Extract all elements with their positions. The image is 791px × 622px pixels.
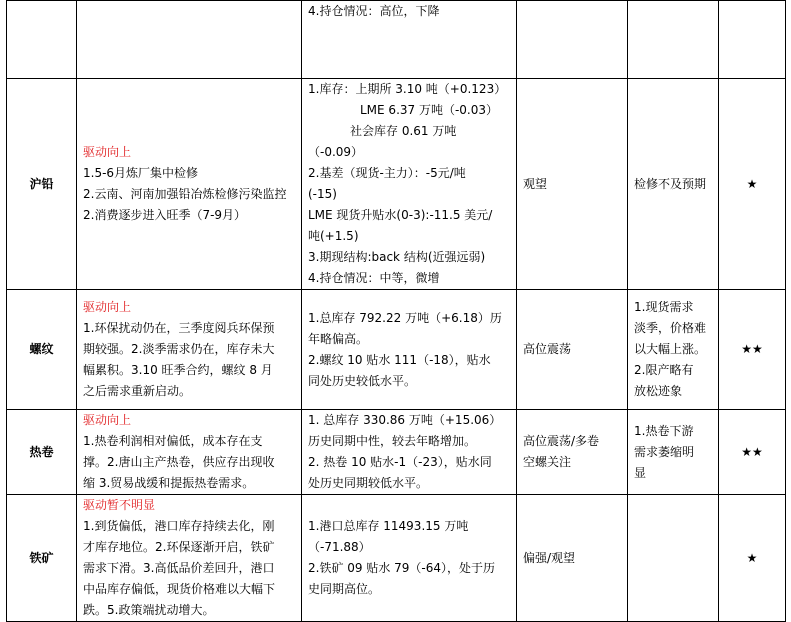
- data-line: 2. 热卷 10 贴水-1（-23），贴水同: [308, 455, 492, 469]
- data-cell: [302, 290, 517, 410]
- view-line: 高位震荡/多卷: [523, 434, 600, 448]
- commodity-table: [6, 0, 786, 622]
- view-cell: [517, 410, 628, 495]
- driver-line: 跌。5.政策端扰动增大。: [83, 603, 215, 617]
- driver-line: 需求下滑。3.高低品价差回升，港口: [83, 561, 275, 575]
- driver-cell: [77, 290, 302, 410]
- driver-line: 之后需求重新启动。: [83, 384, 192, 398]
- table-row: [7, 290, 786, 410]
- driver-line: 1.环保扰动仍在，三季度阅兵环保预: [83, 321, 275, 335]
- driver-line: 缩 3.贸易战缓和提振热卷需求。: [83, 476, 255, 490]
- data-line: 3.期现结构:back 结构(近强远弱): [308, 250, 486, 264]
- risk-line: 需求萎缩明: [634, 444, 695, 459]
- risk-cell: [628, 1, 719, 79]
- driver-cell: [77, 410, 302, 495]
- table-row: [7, 79, 786, 290]
- data-line: （-0.09）: [308, 145, 364, 159]
- data-line: 吨(+1.5): [308, 229, 359, 243]
- data-line: 4.持仓情况：中等，微增: [308, 271, 440, 285]
- view-cell: 偏强/观望: [517, 495, 628, 622]
- rating-cell: ★: [719, 79, 786, 290]
- data-line: 处历史同期较低水平。: [308, 476, 429, 490]
- risk-line: 淡季，价格难: [634, 321, 707, 335]
- data-line: 1.总库存 792.22 万吨（+6.18）历: [308, 310, 502, 325]
- view-cell: 高位震荡: [517, 290, 628, 410]
- variety-cell: 铁矿: [7, 495, 77, 622]
- view-cell: 观望: [517, 79, 628, 290]
- view-cell: [517, 1, 628, 79]
- data-line: 历史同期中性，较去年略增加。: [308, 434, 477, 448]
- data-line: 2.基差（现货-主力）：-5元/吨: [308, 166, 466, 180]
- data-cell: [302, 410, 517, 495]
- drive-label: 驱动向上: [83, 300, 132, 314]
- data-line: 1. 总库存 330.86 万吨（+15.06）: [308, 413, 502, 427]
- driver-line: 1.5-6月炼厂集中检修: [83, 166, 199, 180]
- data-cell: [302, 1, 517, 79]
- variety-cell: [7, 1, 77, 79]
- data-line: 1.库存：上期所 3.10 吨（+0.123）: [308, 82, 507, 96]
- risk-line: 以大幅上涨。: [634, 342, 707, 356]
- data-line: 2.螺纹 10 贴水 111（-18），贴水: [308, 352, 491, 367]
- risk-cell: 检修不及预期: [628, 79, 719, 290]
- driver-line: 1.到货偏低，港口库存持续去化，刚: [83, 519, 275, 533]
- data-cell: [302, 495, 517, 622]
- data-line: 4.持仓情况：高位，下降: [308, 4, 440, 18]
- driver-line: 1.热卷利润相对偏低，成本存在支: [83, 434, 263, 448]
- rating-cell: ★: [719, 495, 786, 622]
- driver-line: 才库存地位。2.环保逐渐开启，铁矿: [83, 540, 275, 554]
- risk-line: 2.限产略有: [634, 363, 694, 377]
- drive-label: 驱动向上: [83, 145, 132, 159]
- rating-cell: ★★: [719, 290, 786, 410]
- driver-line: 2.消费逐步进入旺季（7-9月）: [83, 208, 247, 222]
- data-line: 2.铁矿 09 贴水 79（-64），处于历: [308, 561, 496, 575]
- table-row: [7, 495, 786, 622]
- risk-line: 1.热卷下游: [634, 423, 694, 438]
- data-line: 同处历史较低水平。: [308, 373, 417, 388]
- driver-line: 撑。2.唐山主产热卷，供应存出现收: [83, 455, 275, 469]
- risk-cell: [628, 410, 719, 495]
- data-line: LME 6.37 万吨（-0.03）: [360, 103, 499, 117]
- rating-cell: ★★: [719, 410, 786, 495]
- drive-label: 驱动向上: [83, 413, 132, 427]
- view-line: 空螺关注: [523, 455, 572, 469]
- data-cell: [302, 79, 517, 290]
- data-line: 史同期高位。: [308, 582, 381, 596]
- variety-cell: 热卷: [7, 410, 77, 495]
- data-line: 年略偏高。: [308, 331, 369, 346]
- risk-cell: [628, 290, 719, 410]
- table-row: [7, 1, 786, 79]
- variety-cell: 沪铅: [7, 79, 77, 290]
- driver-line: 幅累积。3.10 旺季合约，螺纹 8 月: [83, 363, 273, 377]
- table-row: [7, 410, 786, 495]
- driver-cell: [77, 1, 302, 79]
- risk-cell: [628, 495, 719, 622]
- driver-cell: [77, 495, 302, 622]
- drive-label: 驱动暂不明显: [83, 498, 156, 512]
- rating-cell: [719, 1, 786, 79]
- driver-line: 中品库存偏低，现货价格难以大幅下: [83, 582, 276, 596]
- data-line: （-71.88）: [308, 540, 371, 554]
- data-line: 1.港口总库存 11493.15 万吨: [308, 519, 469, 533]
- variety-cell: 螺纹: [7, 290, 77, 410]
- risk-line: 1.现货需求: [634, 300, 694, 314]
- data-line: LME 现货升贴水(0-3):-11.5 美元/: [308, 208, 493, 222]
- data-line: 社会库存 0.61 万吨: [350, 124, 457, 138]
- driver-cell: [77, 79, 302, 290]
- driver-line: 期较强。2.淡季需求仍在，库存未大: [83, 342, 275, 356]
- risk-line: 放松迹象: [634, 384, 683, 398]
- data-line: (-15): [308, 187, 337, 201]
- risk-line: 显: [634, 465, 647, 480]
- driver-line: 2.云南、河南加强铅冶炼检修污染监控: [83, 187, 287, 201]
